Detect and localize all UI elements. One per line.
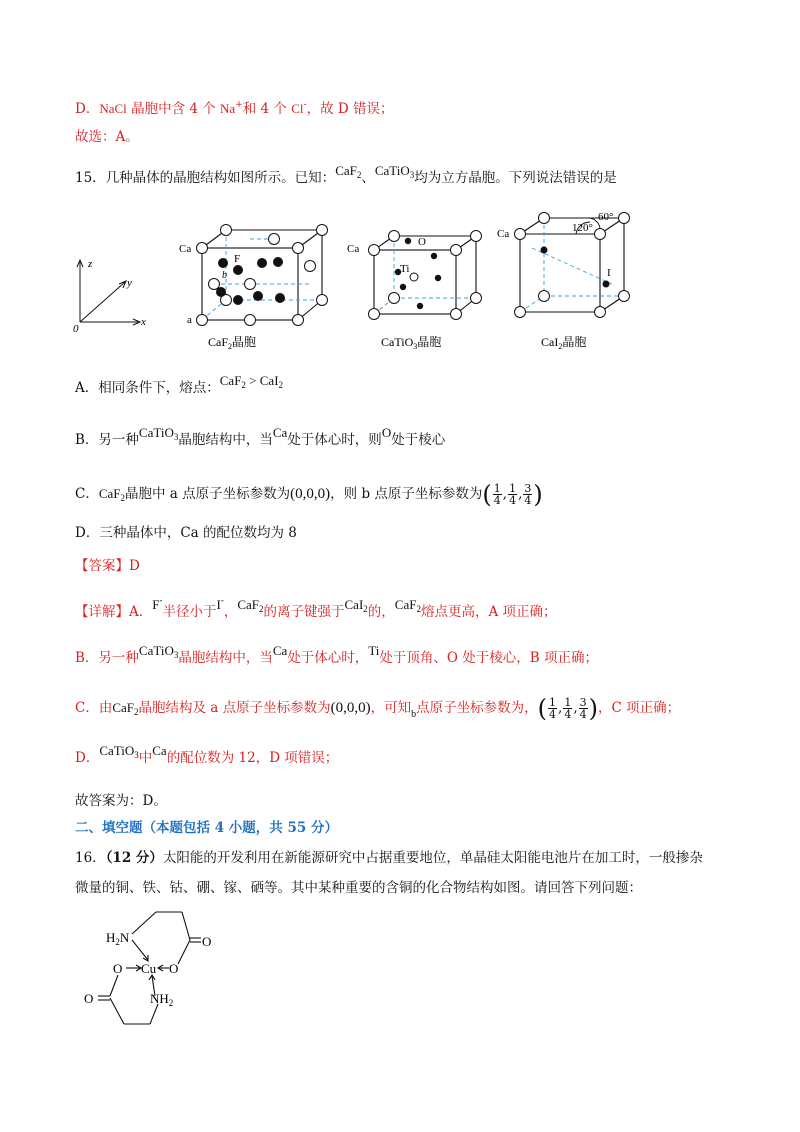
answer-line: 【答案】D xyxy=(75,558,140,574)
detail-d: D．CaTiO$_3$中Ca的配位数为 12，D 项错误； xyxy=(75,743,339,766)
q14-option-d: D．NaCl 晶胞中含 4 个 Na+和 4 个 Cl-，故 D 错误； xyxy=(75,100,394,117)
struct-o-mid: O xyxy=(169,961,179,976)
catio3-o-label: O xyxy=(418,236,426,248)
formula-catio3: CaTiO$_3$ xyxy=(374,163,415,180)
crystal-figures xyxy=(0,200,800,360)
q15-option-b: B．另一种CaTiO$_3$晶胞结构中，当Ca处于体心时，则O处于棱心 xyxy=(75,425,446,448)
struct-cu: Cu xyxy=(141,961,157,976)
cai2-ca-label: Ca xyxy=(497,228,510,240)
q15-option-a: A．相同条件下，熔点：CaF$_2$ > CaI$_2$ xyxy=(75,373,284,396)
cai2-i-atoms xyxy=(541,247,610,288)
caf2-a-label: a xyxy=(187,314,192,326)
answer-final: 故答案为：D。 xyxy=(75,793,167,809)
cai2-angle120-label: 120° xyxy=(572,222,593,234)
catio3-caption: CaTiO$_3$晶胞 xyxy=(381,335,442,351)
struct-h2n: $H_2N$ xyxy=(106,930,130,947)
q15-option-c: C．CaF$_2$晶胞中 a 点原子坐标参数为(0,0,0)，则 b 点原子坐标参数为( $\frac{1}{4}$ , $\frac{1}{4}$ , $\frac{3}{4}$ ) xyxy=(75,480,543,509)
detail-a: 【详解】A．F-半径小于I-，CaF$_2$的离子键强于CaI$_2$的，CaF$_2$熔点更高，A 项正确； xyxy=(75,595,557,620)
coordinate-axes xyxy=(77,260,140,325)
cai2-angle60-label: 60° xyxy=(598,211,614,223)
axis-x-label: x xyxy=(141,316,146,328)
cai2-i-label: I xyxy=(607,267,611,279)
cai2-caption: CaI$_2$晶胞 xyxy=(541,335,587,351)
detail-c: C．由CaF$_2$晶胞结构及 a 点原子坐标参数为(0,0,0)，可知$_b$点原子坐标参数为，( $\frac{1}{4}$ , $\frac{1}{4}$ , $\frac{3}{4}$ )，C 项正确； xyxy=(75,694,681,723)
formula-caf2: CaF$_2$ xyxy=(335,163,362,180)
struct-o-bottom: O xyxy=(84,991,94,1006)
caf2-f-label: F xyxy=(234,253,241,265)
q16-line2: 微量的铜、铁、钴、硼、镓、硒等。其中某种重要的含铜的化合物结构如图。请回答下列问题： xyxy=(75,880,642,896)
copper-compound-structure xyxy=(70,900,290,1040)
q15-option-d: D．三种晶体中，Ca 的配位数均为 8 xyxy=(75,525,297,541)
catio3-ca-label: Ca xyxy=(347,243,360,255)
axis-z-label: z xyxy=(88,258,93,270)
caf2-ca-label: Ca xyxy=(179,243,192,255)
axis-origin-label: 0 xyxy=(73,323,79,335)
q15-stem: 15．几种晶体的晶胞结构如图所示。已知：CaF$_2$、CaTiO$_3$均为立方晶胞。下列说法错误的是 xyxy=(75,163,617,186)
struct-o-left: O xyxy=(113,961,123,976)
caf2-caption: CaF$_2$晶胞 xyxy=(208,335,257,351)
struct-o-right: O xyxy=(202,934,212,949)
q14-choice: 故选：A。 xyxy=(75,129,139,145)
axis-y-label: y xyxy=(127,277,132,289)
section-title: 二、填空题（本题包括 4 小题，共 55 分） xyxy=(75,820,338,836)
caf2-ca-atoms xyxy=(197,225,328,326)
catio3-ti-label: Ti xyxy=(400,263,410,275)
caf2-cell xyxy=(202,230,322,320)
struct-nh2: $NH_2$ xyxy=(150,991,174,1008)
caf2-b-label: b xyxy=(222,270,227,281)
detail-b: B．另一种CaTiO$_3$晶胞结构中，当Ca处于体心时，Ti处于顶角、O 处于棱心，B 项正确； xyxy=(75,643,598,666)
q16-line1: 16．（12 分）太阳能的开发利用在新能源研究中占据重要地位，单晶硅太阳能电池片在加工时，一般掺杂 xyxy=(75,850,703,866)
